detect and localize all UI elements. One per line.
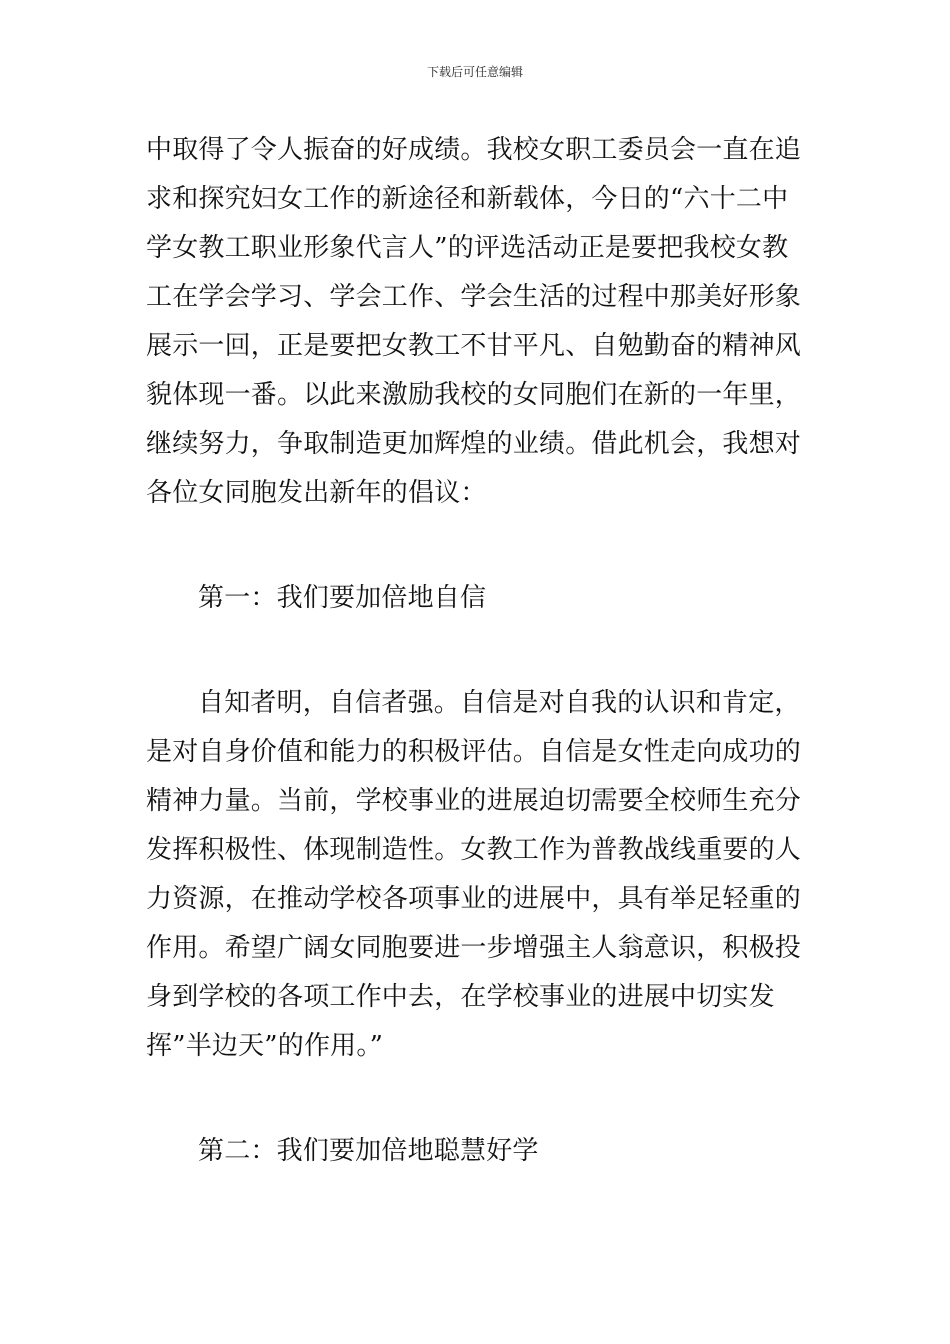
paragraph-line: 工在学会学习、学会工作、学会生活的过程中那美好形象 [146,282,802,312]
paragraph-line: 挥”半边天”的作用。” [146,1031,384,1061]
paragraph-line: 身到学校的各项工作中去，在学校事业的进展中切实发 [146,982,775,1012]
heading-1 [146,574,826,623]
paragraph-line: 求和探究妇女工作的新途径和新载体，今日的“六十二中 [146,184,789,214]
section-heading: 第二：我们要加倍地聪慧好学 [198,1136,539,1166]
paragraph-2 [146,679,826,1071]
paragraph-line: 学女教工职业形象代言人”的评选活动正是要把我校女教 [146,233,789,263]
paragraph-spacer [146,623,826,679]
paragraph-line: 展示一回，正是要把女教工不甘平凡、自勉勤奋的精神风 [146,331,802,361]
paragraph-spacer [146,1071,826,1127]
paragraph-line: 各位女同胞发出新年的倡议： [146,478,487,508]
paragraph-line: 精神力量。当前，学校事业的进展迫切需要全校师生充分 [146,786,802,816]
paragraph-line: 力资源，在推动学校各项事业的进展中，具有举足轻重的 [146,884,802,914]
page-header: 下载后可任意编辑 [426,65,523,79]
paragraph-line: 貌体现一番。以此来激励我校的女同胞们在新的一年里， [146,380,802,410]
paragraph-spacer [146,518,826,574]
paragraph-line: 发挥积极性、体现制造性。女教工作为普教战线重要的人 [146,835,802,865]
document-body [146,126,826,1176]
section-heading: 第一：我们要加倍地自信 [198,583,487,613]
heading-2 [146,1127,826,1176]
paragraph-line: 自知者明，自信者强。自信是对自我的认识和肯定， [198,688,801,718]
paragraph-line: 是对自身价值和能力的积极评估。自信是女性走向成功的 [146,737,802,767]
paragraph-1 [146,126,826,518]
paragraph-line: 继续努力，争取制造更加辉煌的业绩。借此机会，我想对 [146,429,802,459]
paragraph-line: 中取得了令人振奋的好成绩。我校女职工委员会一直在追 [146,135,802,165]
paragraph-line: 作用。希望广阔女同胞要进一步增强主人翁意识，积极投 [146,933,802,963]
